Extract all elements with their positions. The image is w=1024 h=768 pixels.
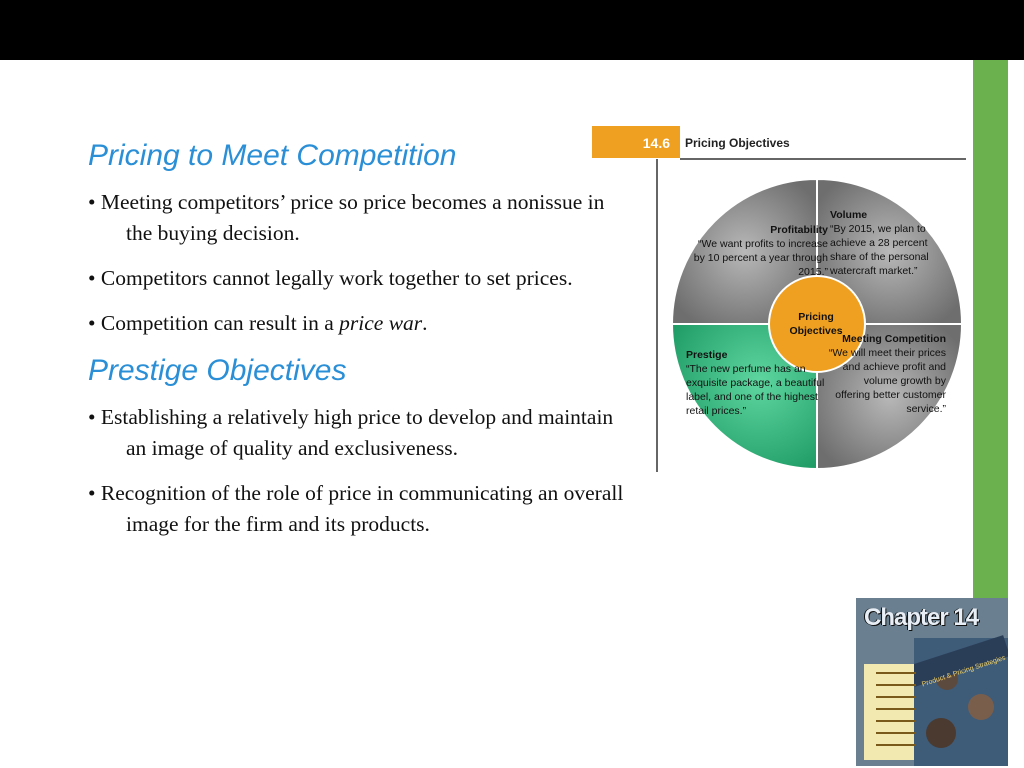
green-accent-strip: [973, 60, 1008, 598]
quote-meeting-competition: Meeting Competition “We will meet their prices and achieve profit and volume growth by offering better customer service.”: [828, 333, 946, 415]
figure-title: Pricing Objectives: [685, 136, 790, 150]
center-label: Pricing Objectives: [789, 311, 843, 337]
chapter-cover-thumbnail: [856, 598, 1008, 766]
top-bar: [0, 0, 1024, 60]
bullet-meeting-competitors: • Meeting competitors’ price so price becomes a nonissue in the buying decision.: [88, 190, 605, 245]
quote-volume: Volume “By 2015, we plan to achieve a 28 percent share of the personal watercraft market.”: [830, 209, 929, 277]
bullet-recognition-role: • Recognition of the role of price in communicating an overall image for the firm and its products.: [88, 481, 624, 536]
heading-prestige-objectives: Prestige Objectives: [88, 354, 347, 387]
quote-prestige: Prestige “The new perfume has an exquisite package, a beautiful label, and one of the highest retail prices.”: [686, 349, 825, 417]
cover-band-text: Product & Pricing Strategies: [921, 654, 1007, 689]
figure-graphic: [592, 126, 966, 472]
cover-contents-panel: [864, 664, 914, 760]
bullet-competitors-cannot: • Competitors cannot legally work together to set prices.: [88, 266, 573, 290]
quote-profitability: Profitability “We want profits to increase by 10 percent a year through 2015.”: [693, 224, 828, 278]
figure-number: 14.6: [642, 135, 670, 151]
pricing-objectives-figure: [592, 126, 966, 472]
cover-figure: [968, 694, 994, 720]
bullet-price-war: • Competition can result in a price war.: [88, 311, 428, 335]
slide-content: [88, 138, 628, 554]
heading-pricing-to-meet-competition: Pricing to Meet Competition: [88, 139, 457, 172]
cover-title: Chapter 14: [864, 604, 979, 631]
cover-figure: [926, 718, 956, 748]
bullet-establishing-high-price: • Establishing a relatively high price to develop and maintain an image of quality and exclusiveness.: [88, 405, 614, 460]
